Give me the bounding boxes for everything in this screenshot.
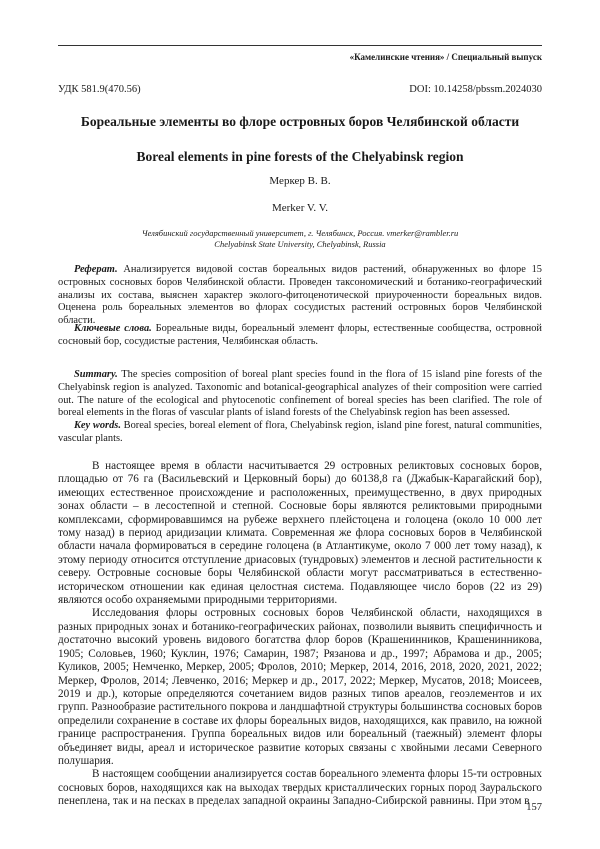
title-russian: Бореальные элементы во флоре островных боров Челябинской области	[80, 114, 520, 129]
body-paragraph-2: Исследования флоры островных сосновых боров Челябинской области, находящихся в разных природных зонах и ботанико-географических районах, позволили выявить специфичность и достаточно высокий уровень видового богатства флор боров (Крашенинников, Крашенинникова, 1905; Соловьев, 1960; Куклин, 1976; Самарин, 1987; Рязанова и др., 1997; Абрамова и др., 2005; Куликов, 2005; Немченко, Меркер, 2005; Фролов, 2010; Меркер, 2014, 2016, 2018, 2020, 2021, 2022; Меркер, Фролов, 2014; Левченко, 2016; Меркер и др., 2017, 2022; Меркер, Мусатов, 2018; Моисеев, 2019 и др.), которые определяются сочетанием видов разных типов ареалов, геоэлементов и их групп. Разнообразие растительного покрова и ландшафтной структуры большинства сосновых боров определили сохранение в составе их флоры бореальных видов, находящихся, как правило, на южной границе распространения. Группа бореальных видов или бореальный (таежный) элемент флоры объединяет виды, ареал и историческое развитие которых связаны с хвойными лесами Северного полушария.	[58, 607, 542, 767]
title-english: Boreal elements in pine forests of the Chelyabinsk region	[136, 149, 464, 164]
keywords-en-lead: Key words.	[74, 420, 121, 431]
affiliation-russian: Челябинский государственный университет, г. Челябинск, Россия. vmerker@rambler.ru	[141, 228, 459, 238]
udc-code: УДК 581.9(470.56)	[58, 84, 141, 95]
article-body	[58, 460, 542, 809]
running-head: «Камелинские чтения» / Специальный выпуск	[349, 52, 542, 62]
author-russian: Меркер В. В.	[269, 175, 331, 187]
body-paragraph-3: В настоящем сообщении анализируется состав бореального элемента флоры 15-ти островных сосновых боров, находящихся как на выходах твердых кристаллических горных пород Зауральского пенеплена, так и на песках в пределах западной окраины Западно-Сибирской равнины. При этом в	[58, 768, 542, 808]
author-english: Merker V. V.	[271, 202, 329, 214]
abstract-text: Анализируется видовой состав бореальных видов растений, обнаруженных во флоре 15 островных сосновых боров Челябинской области. Проведен таксономический и ботанико-географический анализы их состава, выяснен характер эколого-фитоценотической приуроченности бореальных видов. Оценена роль бореальных элементов во флорах сосудистых растений островных боров Челябинской области.	[58, 264, 542, 327]
keywords-russian	[58, 323, 542, 349]
keywords-en-text: Boreal species, boreal element of flora, Chelyabinsk region, island pine forest, natural communities, vascular plants.	[58, 420, 542, 444]
keywords-text: Бореальные виды, бореальный элемент флоры, естественные сообщества, островной сосновый бор, сосудистые растения, Челябинская область.	[58, 323, 542, 347]
affiliation-english: Chelyabinsk State University, Chelyabinsk, Russia	[214, 239, 386, 249]
summary-english	[58, 369, 542, 420]
header-rule	[58, 45, 542, 46]
abstract-lead: Реферат.	[74, 264, 118, 275]
summary-text: The species composition of boreal plant species found in the flora of 15 island pine forests of the Chelyabinsk region is analyzed. Taxonomic and botanical-geographical analyzes of their composition were carried out. The nature of the ecological and phytocenotic confinement of boreal species has been clarified. The role of boreal elements in the floras of vascular plants of island forests of the Chelyabinsk region has been assessed.	[58, 369, 542, 419]
keywords-english	[58, 420, 542, 446]
keywords-lead: Ключевые слова.	[74, 323, 152, 334]
doi-link[interactable]: DOI: 10.14258/pbssm.2024030	[409, 84, 542, 95]
abstract-russian	[58, 264, 542, 328]
summary-lead: Summary.	[74, 369, 118, 380]
body-paragraph-1: В настоящее время в области насчитывается 29 островных реликтовых сосновых боров, площадью от 76 га (Васильевский и Церковный боры) до 60138,8 га (Джабык-Карагайский бор), имеющих естественное происхождение и расположенных, преимущественно, в двух природных зонах области – в лесостепной и степной. Сосновые боры являются реликтовыми природными комплексами, сформировавшимся на рубеже верхнего плейстоцена и голоцена (около 10 000 лет тому назад) в период аридизации климата. Современная же флора сосновых боров в Челябинской области начала формироваться в середине голоцена (в Атлантикуме, около 7 000 лет тому назад), к этому периоду относится отступление дриасовых (тундровых) элементов и лесной растительности к северу. Островные сосновые боры Челябинской области могут рассматриваться в естественно-историческом отношении как единая целостная система. Подавляющее число боров (22 из 29) являются особо охраняемыми природными территориями.	[58, 460, 542, 607]
page-number: 157	[526, 802, 542, 813]
